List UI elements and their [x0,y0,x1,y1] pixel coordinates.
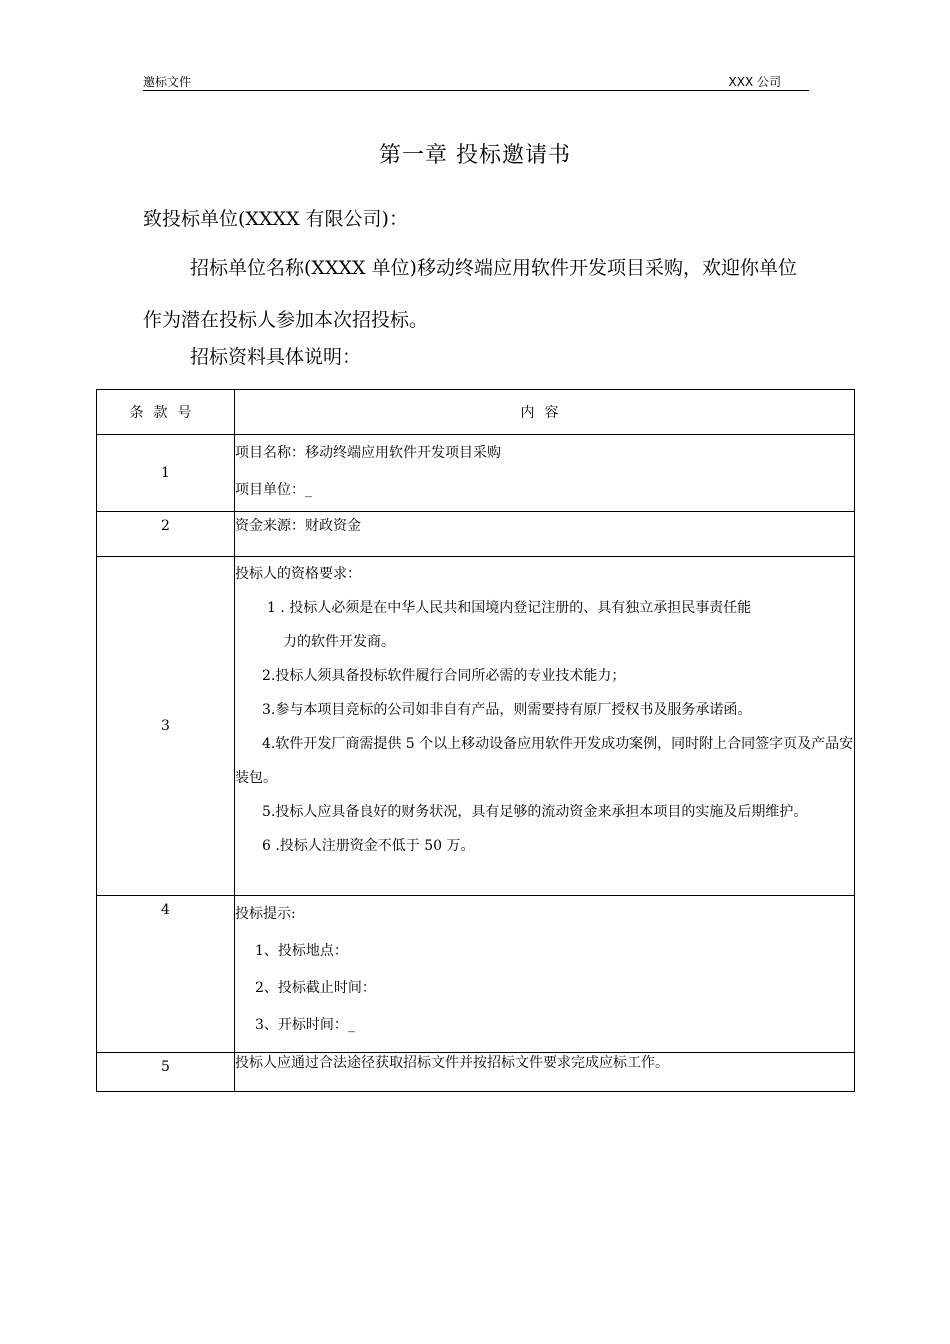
header-clause-no: 条款号 [97,390,235,435]
table-row [97,557,855,896]
bidding-tip: 2、投标截止时间： [255,980,376,996]
page-header [143,70,809,91]
table-row [97,435,855,512]
qualification-item: 3.参与本项目竞标的公司如非自有产品，则需要持有原厂授权书及服务承诺函。 [262,702,752,718]
clause-content [235,435,855,512]
bidding-tip: 3、开标时间：_ [255,1017,355,1033]
project-name: 项目名称：移动终端应用软件开发项目采购 [235,445,501,461]
bidding-tips-heading: 投标提示: [235,906,296,922]
bidding-tip: 1、投标地点： [255,943,348,959]
table-row [97,896,855,1053]
qualification-item-continued: 力的软件开发商。 [283,634,395,650]
chapter-title: 第一章 投标邀请书 [379,143,571,168]
acquisition-note: 投标人应通过合法途径获取招标文件并按招标文件要求完成应标工作。 [235,1055,669,1071]
clause-content [235,512,855,557]
clause-number: 3 [97,557,235,896]
clause-content [235,557,855,896]
clause-number: 2 [97,512,235,557]
qualification-item: 1 . 投标人必须是在中华人民共和国境内登记注册的、具有独立承担民事责任能 [267,600,752,616]
table-row [97,512,855,557]
project-unit: 项目单位：_ [235,482,312,498]
header-content: 内容 [235,390,855,435]
salutation: 致投标单位(XXXX 有限公司)： [143,208,408,230]
qualification-item: 4.软件开发厂商需提供 5 个以上移动设备应用软件开发成功案例，同时附上合同签字页及产品安装包。 [235,736,854,786]
funding-source: 资金来源：财政资金 [235,518,361,534]
clause-number: 4 [97,896,235,1053]
qualification-item: 5.投标人应具备良好的财务状况，具有足够的流动资金来承担本项目的实施及后期维护。 [262,804,808,820]
details-label: 招标资料具体说明： [190,346,362,368]
clause-content [235,1053,855,1092]
header-doc-type: 邀标文件 [143,75,192,89]
terms-table [96,389,855,1092]
clause-number: 5 [97,1053,235,1092]
intro-paragraph: 招标单位名称(XXXX 单位)移动终端应用软件开发项目采购，欢迎你单位作为潜在投标人参加本次招投标。 [143,257,797,331]
clause-content [235,896,855,1053]
qualification-heading: 投标人的资格要求： [235,566,361,582]
table-header-row [97,390,855,435]
header-company: XXX 公司 [728,75,781,89]
table-row [97,1053,855,1092]
qualification-item: 6 .投标人注册资金不低于 50 万。 [262,838,475,854]
qualification-item: 2.投标人须具备投标软件履行合同所必需的专业技术能力； [262,668,626,684]
clause-number: 1 [97,435,235,512]
